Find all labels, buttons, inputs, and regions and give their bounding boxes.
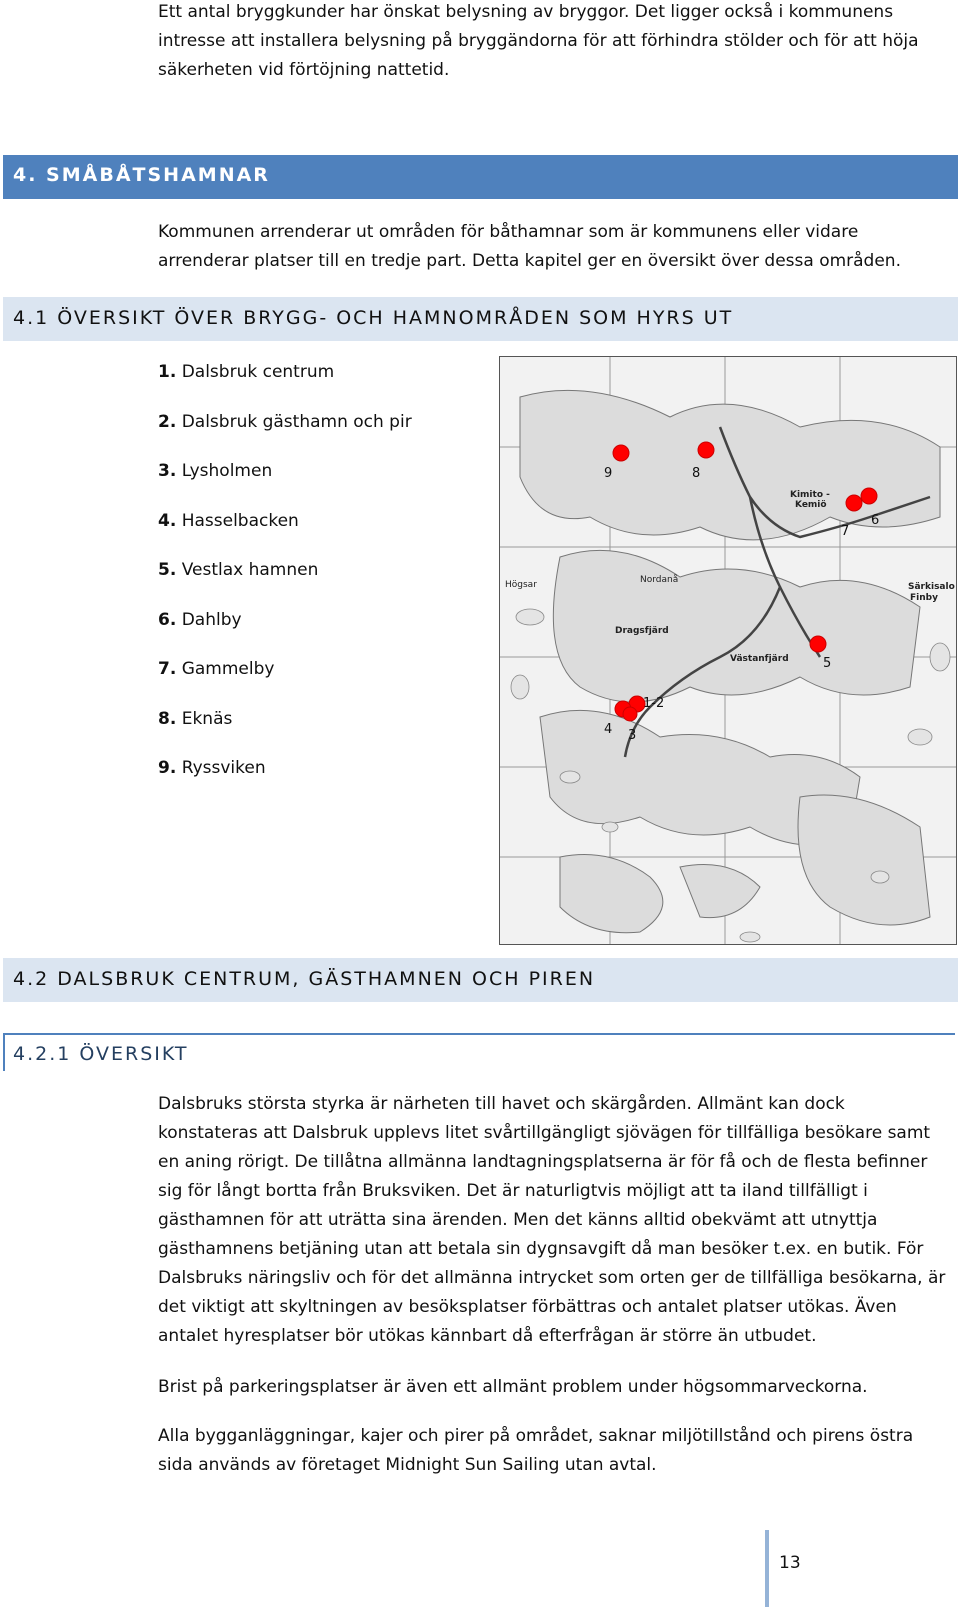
marker-label: 6	[871, 513, 880, 528]
list-label: Lysholmen	[181, 461, 273, 481]
list-label: Dalsbruk centrum	[181, 362, 335, 382]
list-label: Ryssviken	[181, 758, 266, 778]
marker-label: 4	[604, 722, 613, 737]
list-item	[158, 709, 412, 759]
section-4-heading: 4. SMÅBÅTSHAMNAR	[13, 164, 270, 186]
list-label: Gammelby	[181, 659, 275, 679]
list-number: 9.	[158, 758, 177, 778]
list-item	[158, 461, 412, 511]
section-4-1-heading-bar	[3, 297, 958, 341]
list-number: 1.	[158, 362, 177, 382]
place-label: Nordanå	[640, 575, 679, 585]
list-item	[158, 511, 412, 561]
marker-dot	[810, 636, 826, 652]
harbor-list	[158, 362, 412, 808]
list-label: Dahlby	[181, 609, 242, 630]
section-4-paragraph: Kommunen arrenderar ut områden för båthamnar som är kommunens eller vidare arrenderar platser till en tredje part. Detta kapitel ger en översikt över dessa områden.	[158, 222, 901, 271]
section-4-2-1-heading-box	[3, 1033, 955, 1071]
list-number: 4.	[158, 510, 177, 531]
marker-label: 8	[692, 466, 701, 481]
marker-label: 3	[628, 728, 637, 743]
marker-dot	[623, 707, 637, 721]
marker-label: 9	[604, 466, 613, 481]
list-label: Eknäs	[181, 708, 233, 729]
map-svg	[500, 357, 956, 944]
marker-label: 1-2	[643, 696, 665, 711]
list-number: 6.	[158, 609, 177, 630]
list-number: 3.	[158, 461, 177, 481]
marker-dot	[613, 445, 629, 461]
list-label: Vestlax hamnen	[181, 560, 319, 580]
place-label: Finby	[910, 593, 938, 603]
list-item	[158, 362, 412, 412]
footer-divider	[765, 1530, 769, 1607]
list-item	[158, 560, 412, 610]
overview-paragraph-1: Dalsbruks största styrka är närheten till havet och skärgården. Allmänt kan dock konstateras att Dalsbruk upplevs litet svårtillgängligt sjövägen för tillfälliga besökare samt en aning rörigt. De tillåtna allmänna landtagningsplatserna är för få och de flesta befinner sig för långt bortta från Bruksviken. Det är naturligtvis möjligt att ta iland tillfälligt i gästhamnen för att uträtta sina ärenden. Men det känns alltid obekvämt att utnyttja gästhamnens betjäning utan att betala sin dygnsavgift då man besöker t.ex. en butik. För Dalsbruks näringsliv och för det allmänna intrycket som orten ger de tillfälliga besökarna, är det viktigt att skyltningen av besöksplatser förbättras och antalet platser utökas. Även antalet hyresplatser bör utökas kännbart då efterfrågan är större än utbudet.	[158, 1094, 946, 1346]
harbor-map	[499, 356, 957, 945]
list-item	[158, 758, 412, 808]
place-label: Dragsfjärd	[615, 626, 669, 636]
marker-label: 5	[823, 656, 832, 671]
section-4-2-heading-bar	[3, 958, 958, 1002]
marker-dot	[698, 442, 714, 458]
list-number: 7.	[158, 659, 177, 679]
list-number: 2.	[158, 411, 177, 432]
marker-dot	[861, 488, 877, 504]
page-number: 13	[779, 1553, 801, 1573]
place-label: Kimito -	[790, 490, 830, 500]
section-4-2-heading: 4.2 DALSBRUK CENTRUM, GÄSTHAMNEN OCH PIREN	[13, 968, 596, 990]
list-number: 8.	[158, 708, 177, 729]
place-label: Högsar	[505, 580, 537, 590]
section-4-heading-bar	[3, 155, 958, 199]
list-item	[158, 610, 412, 660]
section-4-1-heading: 4.1 ÖVERSIKT ÖVER BRYGG- OCH HAMNOMRÅDEN SOM HYRS UT	[13, 307, 734, 329]
overview-paragraph-2: Brist på parkeringsplatser är även ett allmänt problem under högsommarveckorna.	[158, 1377, 868, 1397]
intro-paragraph: Ett antal bryggkunder har önskat belysning av bryggor. Det ligger också i kommunens intresse att installera belysning på bryggändorna för att förhindra stölder och för att höja säkerheten vid förtöjning nattetid.	[158, 2, 919, 80]
place-label: Kemiö	[795, 500, 827, 510]
marker-dot	[846, 495, 862, 511]
list-label: Hasselbacken	[181, 510, 299, 531]
list-label: Dalsbruk gästhamn och pir	[181, 411, 412, 432]
section-4-2-1-heading: 4.2.1 ÖVERSIKT	[13, 1043, 189, 1065]
list-item	[158, 659, 412, 709]
marker-label: 7	[841, 524, 850, 539]
list-item	[158, 412, 412, 462]
list-number: 5.	[158, 560, 177, 580]
place-label: Västanfjärd	[730, 654, 789, 664]
overview-paragraph-3: Alla bygganläggningar, kajer och pirer på området, saknar miljötillstånd och pirens östra sida används av företaget Midnight Sun Sailing utan avtal.	[158, 1426, 914, 1475]
place-label: Särkisalo	[908, 582, 955, 592]
